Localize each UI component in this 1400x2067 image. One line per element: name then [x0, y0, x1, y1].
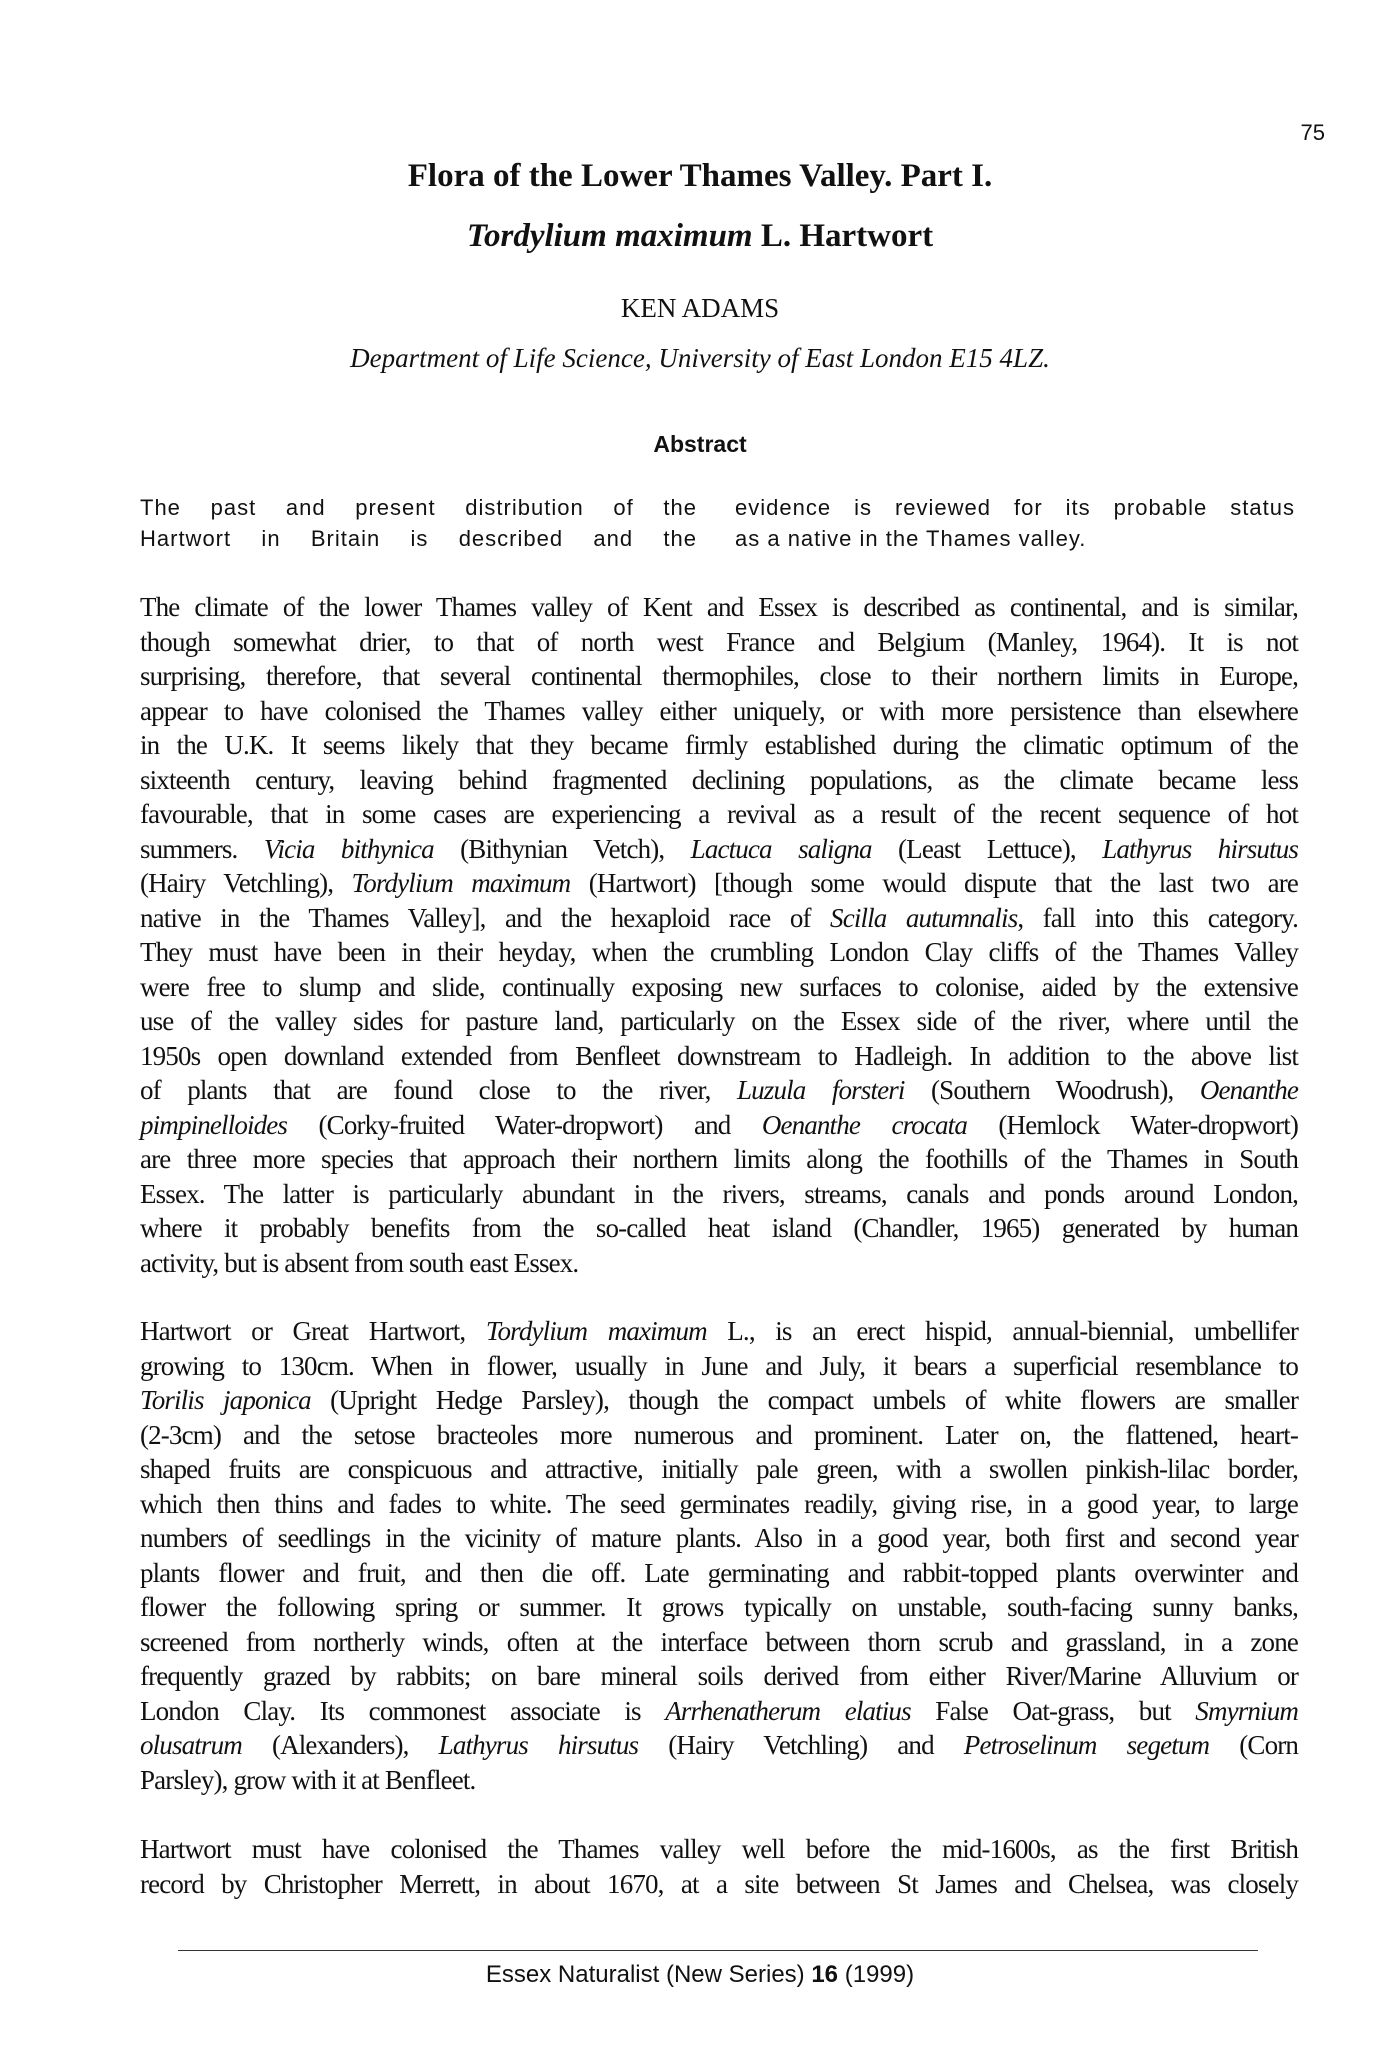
article-subtitle	[0, 216, 1400, 256]
text-run: Parsley), grow with it at Benfleet.	[140, 1764, 476, 1795]
text-run: (Corn	[1209, 1730, 1299, 1760]
text-run: use of the valley sides for pasture land, particularly on the Essex side of the river, where until the	[140, 1006, 1298, 1036]
text-run: (Bithynian Vetch),	[433, 833, 691, 864]
text-run: shaped fruits are conspicuous and attractive, initially pale green, with a swollen pinkish-lilac border,	[140, 1454, 1298, 1484]
text-run: (Hemlock Water-dropwort)	[966, 1109, 1298, 1140]
text-run: are three more species that approach their northern limits along the foothills of the Thames in South	[140, 1144, 1298, 1174]
text-run: (Hairy Vetchling),	[140, 868, 352, 898]
text-run: favourable, that in some cases are experiencing a revival as a result of the recent sequence of hot	[140, 799, 1298, 829]
text-run: growing to 130cm. When in flower, usually in June and July, it bears a superficial resemblance to	[140, 1350, 1298, 1381]
text-line	[140, 1211, 1298, 1246]
text-run: screened from northerly winds, often at the interface between thorn scrub and grassland, in a zone	[140, 1626, 1298, 1657]
text-line	[140, 625, 1298, 660]
species-name: Tordylium maximum	[485, 1316, 707, 1346]
text-run: The climate of the lower Thames valley of Kent and Essex is described as continental, and is similar,	[140, 592, 1298, 622]
text-line	[140, 1383, 1298, 1418]
text-line	[140, 763, 1298, 798]
text-run: London Clay. Its commonest associate is	[140, 1695, 666, 1726]
text-line	[140, 1694, 1298, 1729]
text-line	[140, 1659, 1298, 1694]
species-name: Arrhenatherum elatius	[665, 1695, 911, 1726]
text-run: False Oat-grass, but	[910, 1695, 1196, 1726]
text-run: , fall into this category.	[1017, 902, 1298, 933]
text-run: flower the following spring or summer. It grows typically on unstable, south-facing sunny banks,	[140, 1592, 1298, 1622]
text-line	[140, 694, 1298, 729]
text-line	[140, 1314, 1298, 1349]
text-run: (Least Lettuce),	[871, 833, 1103, 864]
species-name: Oenanthe	[1199, 1075, 1298, 1105]
text-line	[140, 1039, 1298, 1074]
body-paragraph-2	[140, 1314, 1298, 1797]
text-line	[140, 970, 1298, 1005]
species-name: Luzula forsteri	[736, 1075, 905, 1105]
text-line	[140, 1177, 1298, 1212]
text-line	[140, 1004, 1298, 1039]
text-run: L., is an erect hispid, annual-biennial, umbellifer	[706, 1316, 1298, 1346]
text-line	[140, 590, 1298, 625]
text-run: (Hartwort) [though some would dispute that the last two are	[570, 868, 1298, 898]
footer-year: (1999)	[838, 1961, 915, 1988]
text-line	[140, 1142, 1298, 1177]
text-run: activity, but is absent from south east Essex.	[140, 1247, 579, 1278]
abstract-line: as a native in the Thames valley.	[735, 526, 1087, 551]
text-run: 1950s open downland extended from Benfleet downstream to Hadleigh. In addition to the above list	[140, 1040, 1298, 1071]
footer-volume: 16	[811, 1961, 839, 1988]
text-run: frequently grazed by rabbits; on bare mineral soils derived from either River/Marine Alluvium or	[140, 1661, 1298, 1691]
text-line	[140, 832, 1298, 867]
text-run: (Alexanders),	[241, 1730, 439, 1760]
species-name: Vicia bithynica	[263, 833, 434, 864]
text-line	[140, 1108, 1298, 1143]
text-run: summers.	[140, 833, 264, 864]
text-run: though somewhat drier, to that of north west France and Belgium (Manley, 1964). It is not	[140, 626, 1298, 657]
text-run: were free to slump and slide, continually exposing new surfaces to colonise, aided by the extensive	[140, 971, 1298, 1002]
text-line	[140, 1625, 1298, 1660]
text-line	[140, 659, 1298, 694]
text-line	[140, 1521, 1298, 1556]
species-name: Lactuca saligna	[690, 833, 872, 864]
text-run: numbers of seedlings in the vicinity of mature plants. Also in a good year, both first and second year	[140, 1523, 1298, 1553]
text-run: Hartwort or Great Hartwort,	[140, 1316, 486, 1346]
species-name: Tordylium maximum	[351, 868, 571, 898]
text-run: surprising, therefore, that several continental thermophiles, close to their northern limits in Europe,	[140, 661, 1298, 691]
text-line	[140, 1590, 1298, 1625]
text-run: record by Christopher Merrett, in about 1670, at a site between St James and Chelsea, was closely	[140, 1868, 1298, 1899]
text-line	[140, 1556, 1298, 1591]
abstract-right-column	[735, 492, 1295, 554]
text-run: in the U.K. It seems likely that they became firmly established during the climatic optimum of the	[140, 730, 1298, 760]
text-line	[140, 1763, 1298, 1798]
abstract-line: The past and present distribution of the	[140, 495, 697, 520]
footer-citation	[0, 1960, 1400, 1990]
footer-rule	[178, 1950, 1258, 1951]
species-name: Petroselinum segetum	[963, 1730, 1210, 1760]
abstract-heading: Abstract	[653, 431, 747, 457]
abstract-line: Hartwort in Britain is described and the	[140, 526, 697, 551]
page-number: 75	[1300, 120, 1325, 145]
text-line	[140, 1452, 1298, 1487]
text-run: where it probably benefits from the so-called heat island (Chandler, 1965) generated by human	[140, 1213, 1298, 1243]
text-run: (Southern Woodrush),	[904, 1075, 1200, 1105]
body-paragraph-1	[140, 590, 1298, 1280]
text-run: which then thins and fades to white. The seed germinates readily, giving rise, in a good year, to large	[140, 1488, 1298, 1519]
species-name: Torilis japonica	[140, 1385, 311, 1415]
text-line	[140, 935, 1298, 970]
text-run: Essex. The latter is particularly abundant in the rivers, streams, canals and ponds around London,	[140, 1178, 1298, 1209]
text-run: (Upright Hedge Parsley), though the compact umbels of white flowers are smaller	[310, 1385, 1298, 1415]
text-line	[140, 1246, 1298, 1281]
species-name: Lathyrus hirsutus	[1102, 833, 1299, 864]
text-line	[140, 866, 1298, 901]
text-run: of plants that are found close to the river,	[140, 1075, 737, 1105]
text-run: native in the Thames Valley], and the hexaploid race of	[140, 902, 831, 933]
subtitle-species-name: Tordylium maximum	[466, 218, 753, 254]
species-name: olusatrum	[140, 1730, 242, 1760]
text-run: (Corky-fruited Water-dropwort) and	[287, 1109, 762, 1140]
text-run: (2-3cm) and the setose bracteoles more numerous and prominent. Later on, the flattened, heart-	[140, 1419, 1298, 1450]
text-line	[140, 1867, 1298, 1902]
author-affiliation: Department of Life Science, University of East London E15 4LZ.	[350, 343, 1050, 373]
text-line	[140, 1832, 1298, 1867]
text-run: They must have been in their heyday, when the crumbling London Clay cliffs of the Thames Valley	[140, 937, 1298, 967]
text-line	[140, 901, 1298, 936]
footer-journal: Essex Naturalist (New Series)	[485, 1961, 812, 1988]
text-line	[140, 1728, 1298, 1763]
species-name: Oenanthe crocata	[761, 1109, 967, 1140]
subtitle-common-name: L. Hartwort	[752, 218, 934, 254]
text-line	[140, 797, 1298, 832]
abstract-left-column	[140, 492, 697, 554]
text-run: Hartwort must have colonised the Thames valley well before the mid-1600s, as the first British	[140, 1834, 1298, 1864]
text-line	[140, 1073, 1298, 1108]
author-name: KEN ADAMS	[620, 293, 780, 323]
species-name: Lathyrus hirsutus	[438, 1730, 639, 1760]
species-name: Smyrnium	[1195, 1695, 1298, 1726]
text-run: appear to have colonised the Thames valley either uniquely, or with more persistence than elsewhere	[140, 695, 1298, 726]
species-name: Scilla autumnalis	[830, 902, 1018, 933]
text-run: (Hairy Vetchling) and	[638, 1730, 964, 1760]
article-title: Flora of the Lower Thames Valley. Part I.	[407, 158, 993, 194]
text-run: sixteenth century, leaving behind fragmented declining populations, as the climate became less	[140, 764, 1298, 795]
text-line	[140, 728, 1298, 763]
abstract-line: evidence is reviewed for its probable status	[735, 495, 1295, 520]
text-line	[140, 1349, 1298, 1384]
text-run: plants flower and fruit, and then die off. Late germinating and rabbit-topped plants overwinter and	[140, 1557, 1298, 1588]
text-line	[140, 1487, 1298, 1522]
species-name: pimpinelloides	[140, 1109, 288, 1140]
text-line	[140, 1418, 1298, 1453]
body-paragraph-3	[140, 1832, 1298, 1901]
